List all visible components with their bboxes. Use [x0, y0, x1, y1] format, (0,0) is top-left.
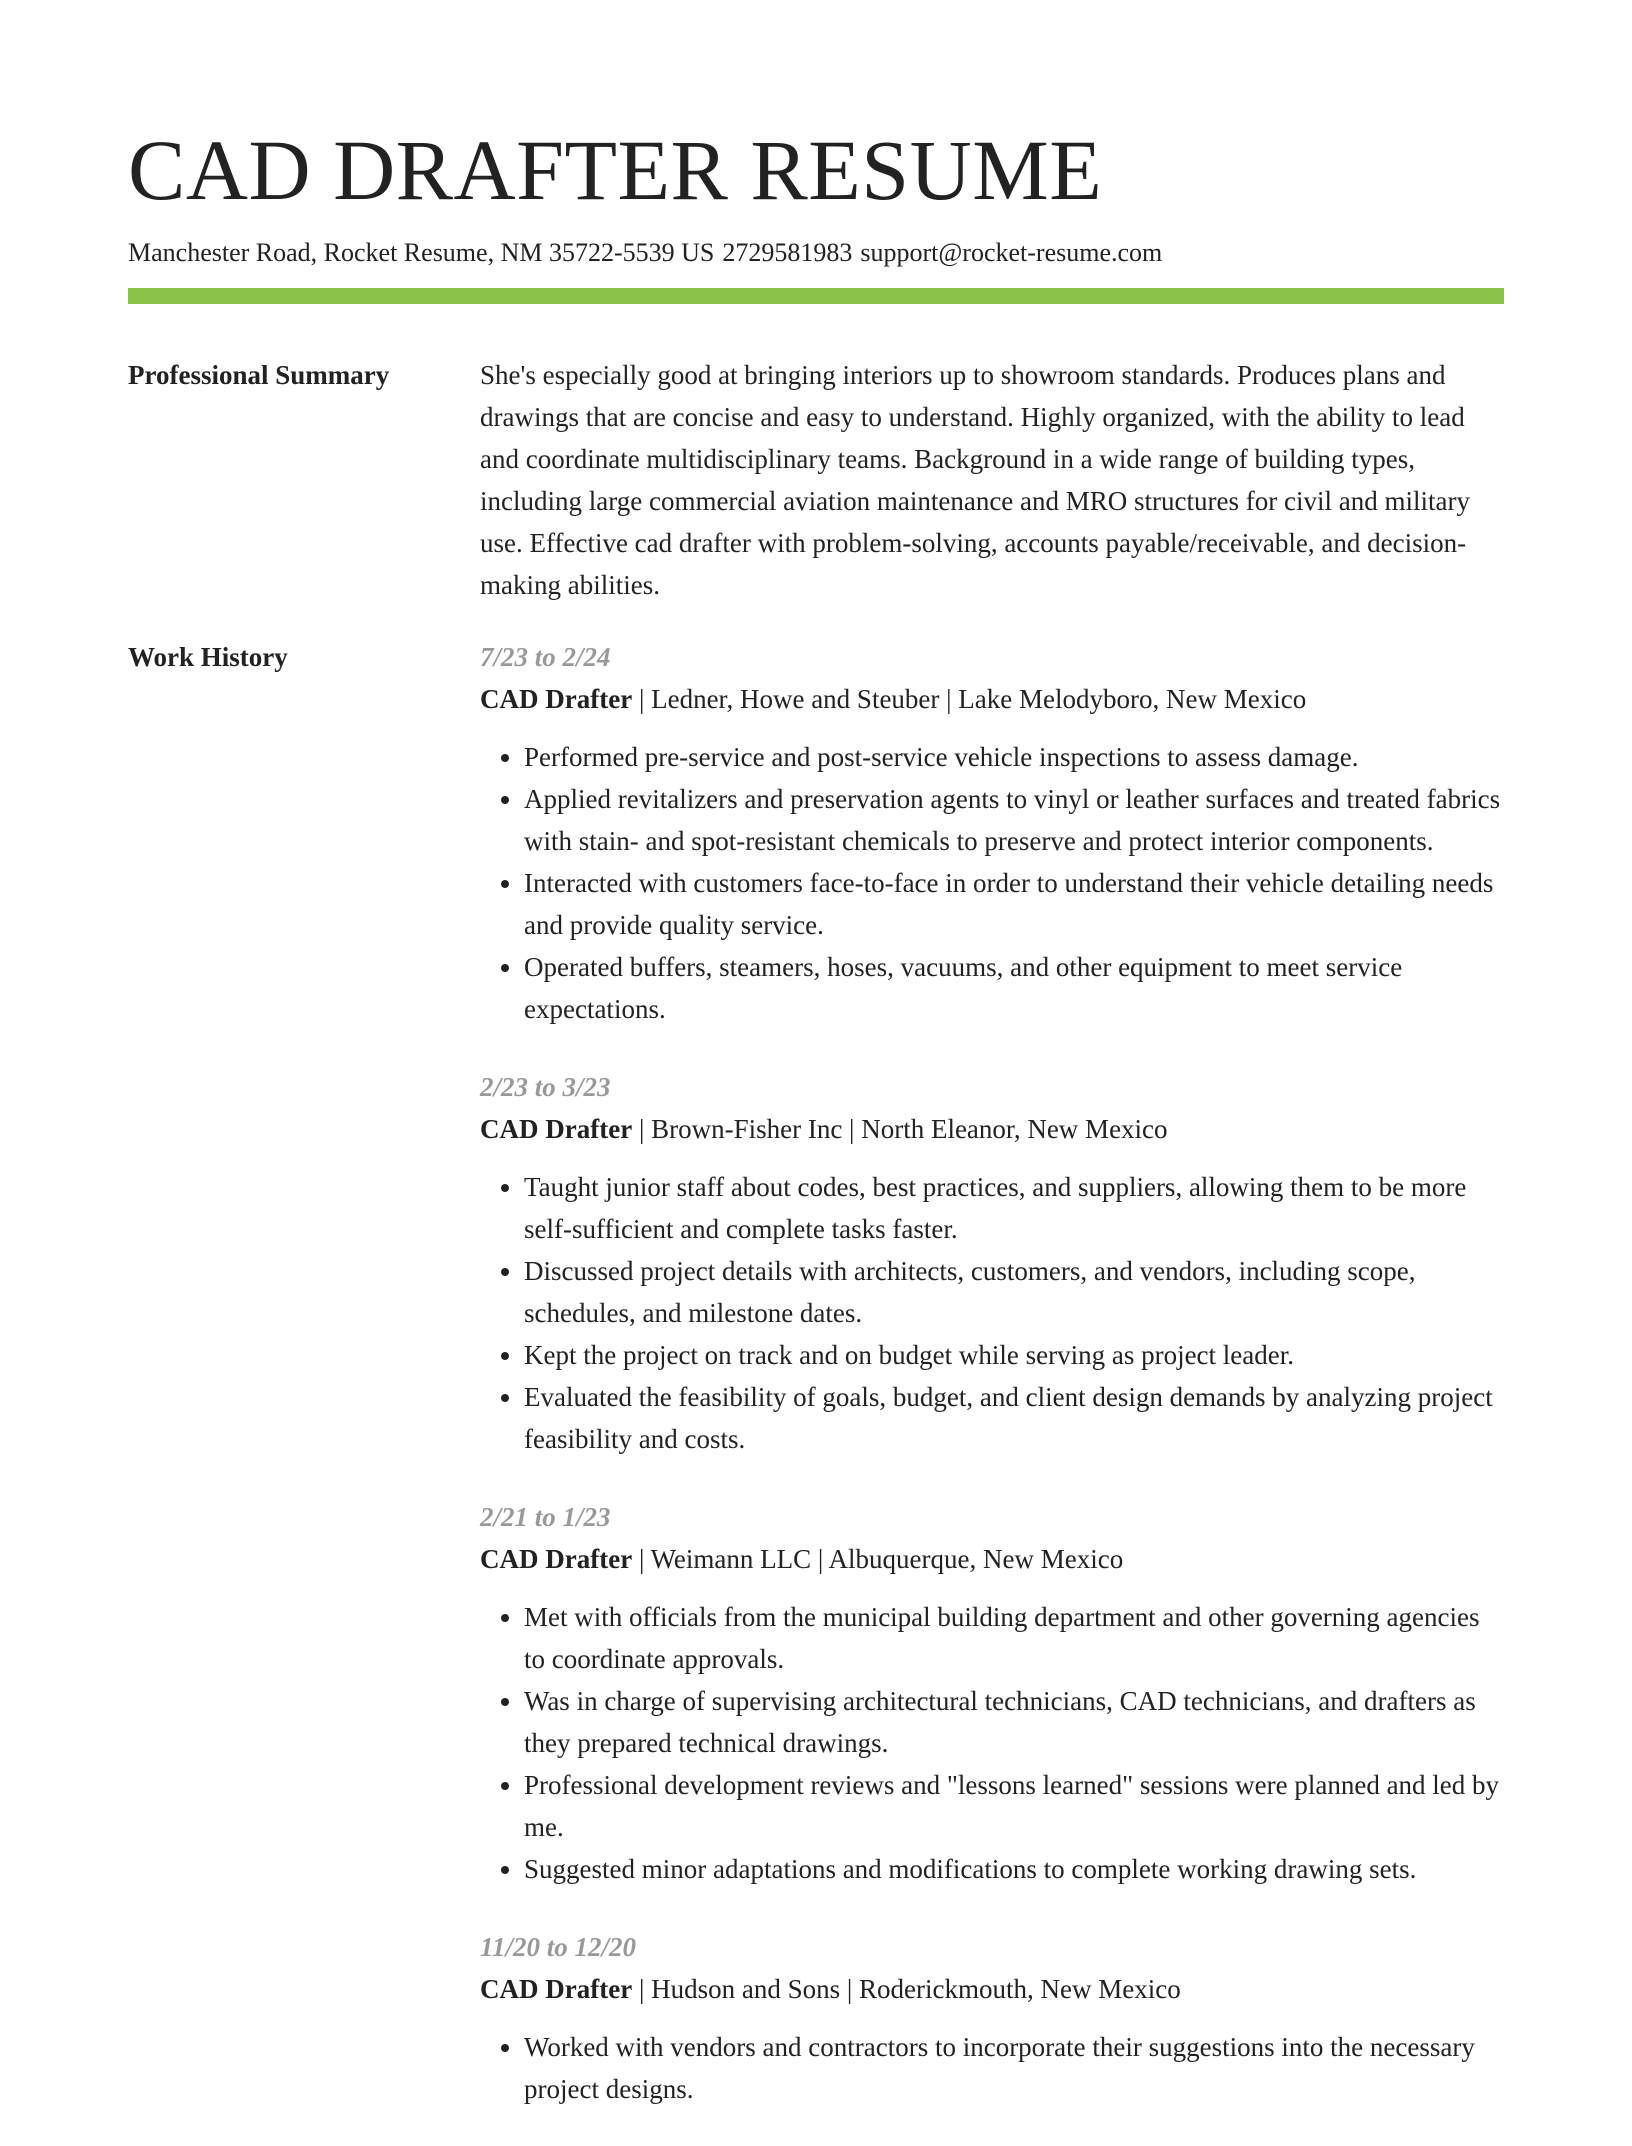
job-entry	[480, 1496, 1504, 1890]
job-heading	[480, 1968, 1504, 2010]
job-heading	[480, 1538, 1504, 1580]
work-history-heading: Work History	[128, 642, 288, 672]
work-history-section	[128, 636, 1504, 2146]
job-bullet: • Met with officials from the municipal building department and other governing agencies to coordinate approvals.	[524, 1596, 1504, 1680]
job-bullets	[480, 736, 1504, 1030]
job-bullet: • Evaluated the feasibility of goals, budget, and client design demands by analyzing project feasibility and costs.	[524, 1376, 1504, 1460]
job-bullet: • Discussed project details with architects, customers, and vendors, including scope, schedules, and milestone dates.	[524, 1250, 1504, 1334]
job-dates: 2/23 to 3/23	[480, 1072, 611, 1102]
job-title: CAD Drafter	[480, 684, 633, 714]
job-bullet: • Operated buffers, steamers, hoses, vacuums, and other equipment to meet service expectations.	[524, 946, 1504, 1030]
job-bullet: • Suggested minor adaptations and modifications to complete working drawing sets.	[524, 1848, 1504, 1890]
summary-heading: Professional Summary	[128, 360, 390, 390]
resume-title: CAD DRAFTER RESUME	[128, 122, 1103, 218]
summary-section	[128, 354, 1504, 606]
job-bullet: • Performed pre-service and post-service vehicle inspections to assess damage.	[524, 736, 1504, 778]
job-bullet: • Interacted with customers face-to-face in order to understand their vehicle detailing needs and provide quality service.	[524, 862, 1504, 946]
job-heading	[480, 678, 1504, 720]
job-dates: 2/21 to 1/23	[480, 1502, 611, 1532]
job-employer-location: | Brown-Fisher Inc | North Eleanor, New Mexico	[632, 1114, 1168, 1144]
contact-line	[128, 236, 1504, 270]
summary-text: She's especially good at bringing interiors up to showroom standards. Produces plans and drawings that are concise and easy to understand. Highly organized, with the ability to lead and coordinate multidisciplinary teams. Background in a wide range of building types, including large commercial aviation maintenance and MRO structures for civil and military use. Effective cad drafter with problem-solving, accounts payable/receivable, and decision-making abilities.	[480, 360, 1470, 600]
resume-page	[128, 118, 1504, 2146]
job-bullet: • Taught junior staff about codes, best practices, and suppliers, allowing them to be more self-sufficient and complete tasks faster.	[524, 1166, 1504, 1250]
job-bullet: • Worked with vendors and contractors to incorporate their suggestions into the necessary project designs.	[524, 2026, 1504, 2110]
job-entry	[480, 1926, 1504, 2110]
job-employer-location: | Weimann LLC | Albuquerque, New Mexico	[632, 1544, 1124, 1574]
job-bullet: • Applied revitalizers and preservation agents to vinyl or leather surfaces and treated fabrics with stain- and spot-resistant chemicals to preserve and protect interior components.	[524, 778, 1504, 862]
work-history-list	[480, 636, 1504, 2146]
contact-address: Manchester Road, Rocket Resume, NM 35722-5539 US	[128, 238, 715, 267]
contact-email: support@rocket-resume.com	[860, 238, 1163, 267]
job-bullet: • Professional development reviews and "lessons learned" sessions were planned and led by me.	[524, 1764, 1504, 1848]
job-title: CAD Drafter	[480, 1114, 633, 1144]
job-bullet: • Kept the project on track and on budget while serving as project leader.	[524, 1334, 1504, 1376]
job-dates: 11/20 to 12/20	[480, 1932, 637, 1962]
job-employer-location: | Ledner, Howe and Steuber | Lake Melodyboro, New Mexico	[632, 684, 1307, 714]
job-bullets	[480, 1596, 1504, 1890]
job-title: CAD Drafter	[480, 1974, 633, 2004]
job-bullets	[480, 1166, 1504, 1460]
job-bullet: • Was in charge of supervising architectural technicians, CAD technicians, and drafters as they prepared technical drawings.	[524, 1680, 1504, 1764]
job-entry	[480, 1066, 1504, 1460]
job-title: CAD Drafter	[480, 1544, 633, 1574]
job-employer-location: | Hudson and Sons | Roderickmouth, New Mexico	[632, 1974, 1181, 2004]
job-dates: 7/23 to 2/24	[480, 642, 611, 672]
job-entry	[480, 636, 1504, 1030]
job-bullets	[480, 2026, 1504, 2110]
job-heading	[480, 1108, 1504, 1150]
header-divider	[128, 288, 1504, 304]
contact-phone: 2729581983	[722, 238, 853, 267]
